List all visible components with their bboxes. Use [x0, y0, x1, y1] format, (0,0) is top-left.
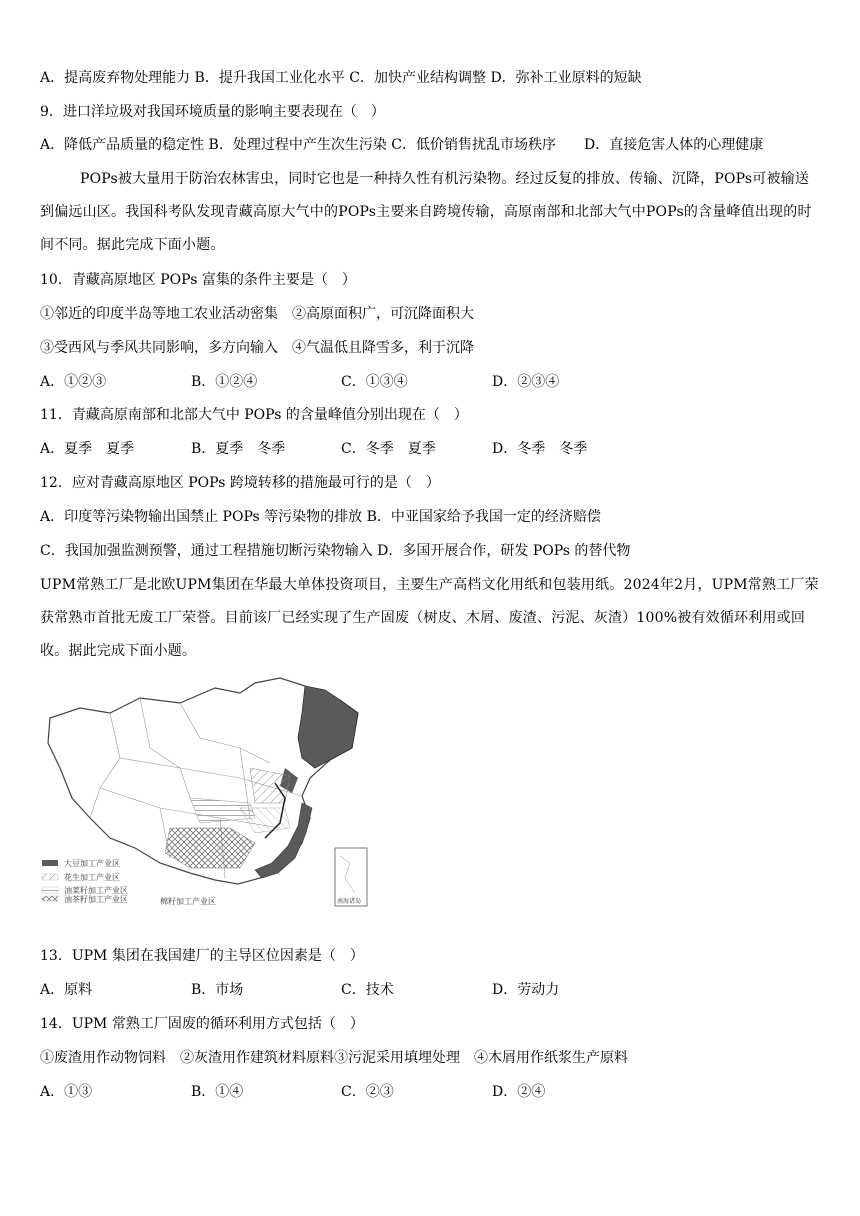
- q10-option-d: D．②③④: [492, 374, 560, 390]
- q13-option-b: B．市场: [191, 982, 244, 998]
- q9-options: A．降低产品质量的稳定性 B．处理过程中产生次生污染 C．低价销售扰乱市场秩序 D．直接危害人体的心理健康: [40, 137, 764, 153]
- q11-option-d: D．冬季 冬季: [492, 441, 588, 457]
- q12-stem: 12．应对青藏高原地区 POPs 跨境转移的措施最可行的是（ ）: [40, 475, 440, 491]
- passage-pops-text: POPs被大量用于防治农林害虫，同时它也是一种持久性有机污染物。经过反复的排放、传输、沉降，POPs可被输送到偏远山区。我国科考队发现青藏高原大气中的POPs主要来自跨境传输，高原南部和北部大气中POPs的含量峰值出现的时间不同。据此完成下面小题。: [40, 171, 812, 253]
- q14-option-d: D．②④: [492, 1084, 546, 1100]
- q11-option-c: C．冬季 夏季: [341, 441, 436, 457]
- q10-option-b: B．①②④: [191, 374, 258, 390]
- legend-peanut: 花生加工产业区: [64, 873, 120, 882]
- legend-cottonseed: 棉籽加工产业区: [160, 897, 216, 906]
- q10-option-c: C．①③④: [341, 374, 408, 390]
- q11-option-a: A．夏季 夏季: [40, 441, 135, 457]
- inset-label: 南海诸岛: [337, 898, 362, 905]
- legend-rapeseed: 油菜籽加工产业区: [64, 886, 128, 895]
- q8-options: A．提高废弃物处理能力 B．提升我国工业化水平 C．加快产业结构调整 D．弥补工业原料的短缺: [40, 70, 642, 86]
- q13-option-a: A．原料: [40, 982, 93, 998]
- q14-items: ①废渣用作动物饲料 ②灰渣用作建筑材料原料③污泥采用填埋处理 ④木屑用作纸浆生产原料: [40, 1050, 628, 1066]
- q14-stem: 14．UPM 常熟工厂固废的循环利用方式包括（ ）: [40, 1016, 364, 1032]
- q10-option-a: A．①②③: [40, 374, 107, 390]
- q12-options-1: A．印度等污染物输出国禁止 POPs 等污染物的排放 B．中亚国家给予我国一定的经济赔偿: [40, 509, 601, 525]
- q10-items-1: ①邻近的印度半岛等地工农业活动密集 ②高原面积广，可沉降面积大: [40, 306, 474, 322]
- map-legend-extra: [160, 896, 216, 906]
- passage-upm: [40, 569, 820, 668]
- q13-option-d: D．劳动力: [492, 982, 560, 998]
- q12-options-2: C．我国加强监测预警，通过工程措施切断污染物输入 D．多国开展合作，研发 POPs 的替代物: [40, 543, 631, 559]
- q9-stem: 9．进口洋垃圾对我国环境质量的影响主要表现在（ ）: [40, 104, 385, 120]
- q11-option-b: B．夏季 冬季: [191, 441, 286, 457]
- q13-option-c: C．技术: [341, 982, 394, 998]
- q11-stem: 11．青藏高原南部和北部大气中 POPs 的含量峰值分别出现在（ ）: [40, 407, 468, 423]
- passage-pops: [40, 163, 820, 262]
- q13-stem: 13．UPM 集团在我国建厂的主导区位因素是（ ）: [40, 948, 364, 964]
- q14-option-b: B．①④: [191, 1084, 244, 1100]
- china-oil-crop-map: [40, 668, 370, 908]
- legend-soybean: 大豆加工产业区: [64, 859, 120, 868]
- q10-items-2: ③受西风与季风共同影响，多方向输入 ④气温低且降雪多，利于沉降: [40, 340, 474, 356]
- q10-stem: 10．青藏高原地区 POPs 富集的条件主要是（ ）: [40, 272, 356, 288]
- q14-option-c: C．②③: [341, 1084, 394, 1100]
- q14-option-a: A．①③: [40, 1084, 93, 1100]
- legend-oil-tea: 油茶籽加工产业区: [64, 895, 128, 904]
- passage-upm-text: UPM常熟工厂是北欧UPM集团在华最大单体投资项目，主要生产高档文化用纸和包装用纸。2024年2月，UPM常熟工厂荣获常熟市首批无废工厂荣誉。目前该厂已经实现了生产固废（树皮、木屑、废渣、污泥、灰渣）100%被有效循环利用或回收。据此完成下面小题。: [40, 577, 819, 659]
